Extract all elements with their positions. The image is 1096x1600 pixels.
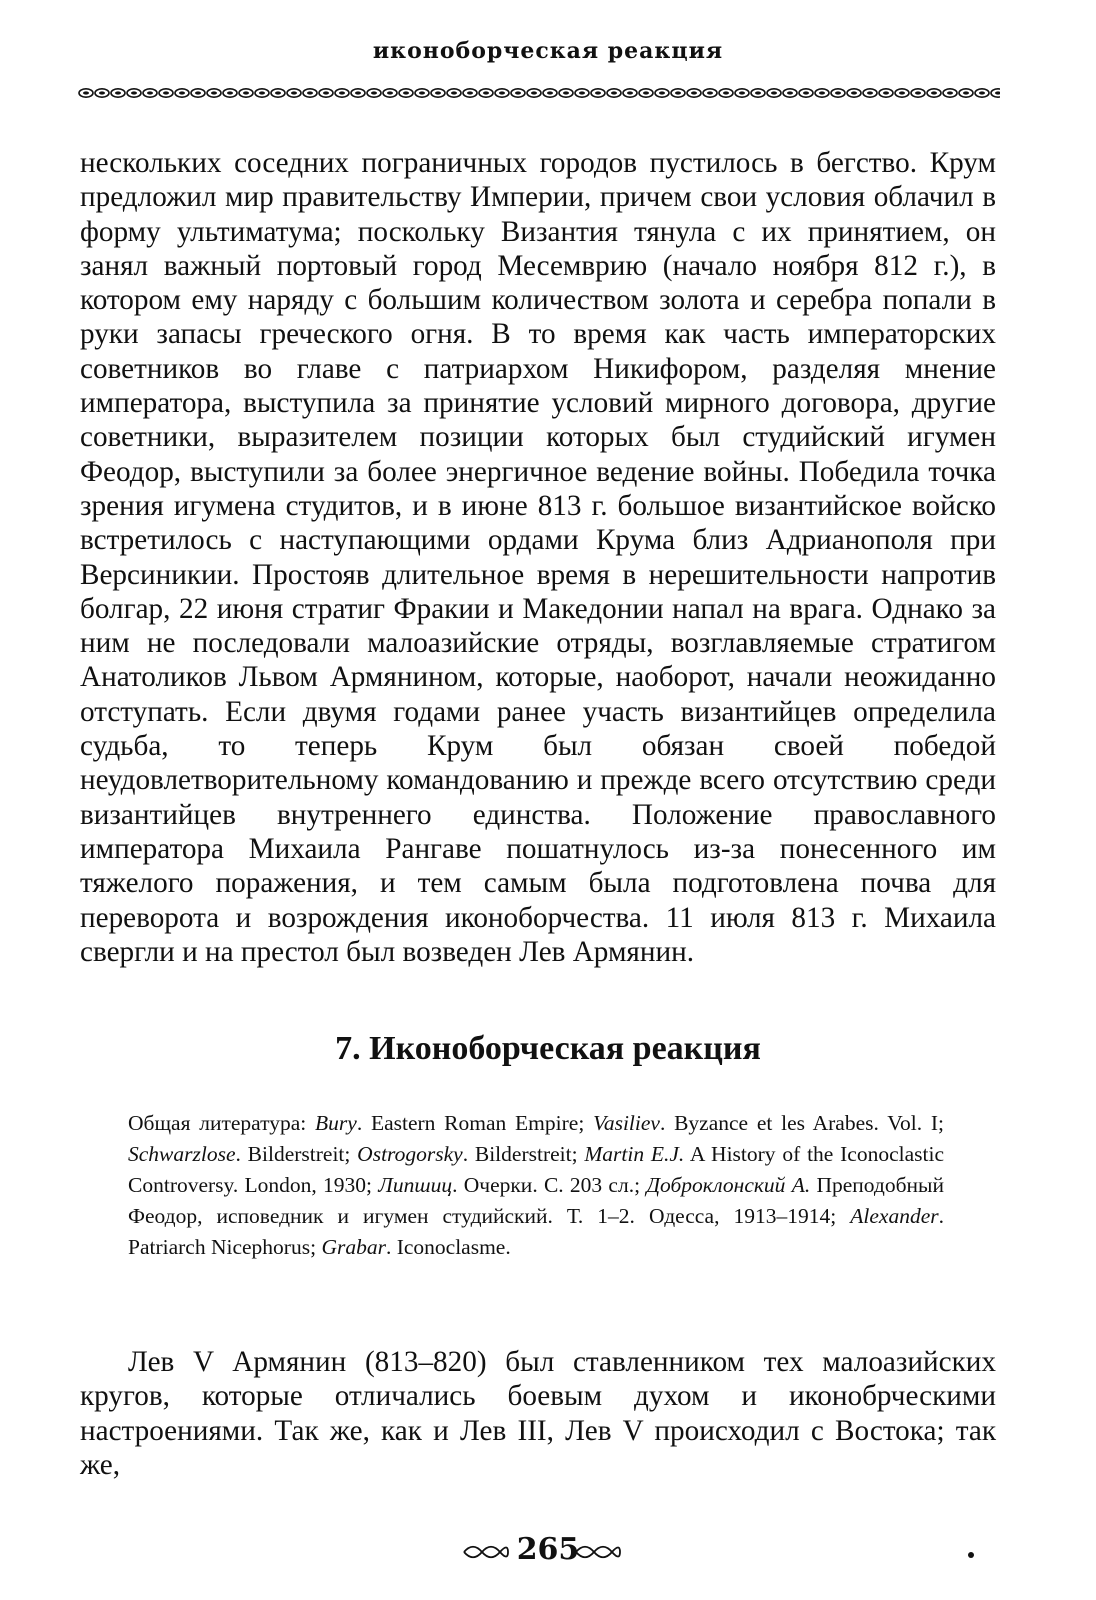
lit-entry: . Byzance et les Arabes. Vol. I; bbox=[659, 1111, 944, 1135]
page-footer bbox=[0, 1530, 1096, 1580]
lit-entry: A History of the Iconoclastic Controversy. London, 1930; bbox=[128, 1142, 944, 1197]
body-text bbox=[80, 146, 996, 969]
lit-author: Bury bbox=[315, 1111, 357, 1135]
braid-ornament-icon bbox=[574, 1544, 622, 1560]
body-paragraph: нескольких соседних пограничных городов пустилось в бегство. Крум предложил мир правительству Империи, причем свои условия облачил в форму ультиматума; поскольку Византия тянула с их принятием, он занял важный портовый город Месемврию (начало ноября 812 г.), в котором ему наряду с большим количеством золота и серебра попали в руки запасы греческого огня. В то время как часть императорских советников во главе с патриархом Никифором, разделяя мнение императора, выступила за принятие условий мирного договора, другие советники, выразителем позиции которых был студийский игумен Феодор, выступили за более энергичное ведение войны. Победила точка зрения игумена студитов, и в июне 813 г. большое византийское войско встретилось с наступающими ордами Крума близ Адрианополя при Версиникии. Простояв длительное время в нерешительности напротив болгар, 22 июня стратиг Фракии и Македонии напал на врага. Однако за ним не последовали малоазийские отряды, возглавляемые стратигом Анатоликов Львом Армянином, которые, наоборот, начали неожиданно отступать. Если двумя годами ранее участь византийцев определила судьба, то теперь Крум был обязан своей победой неудовлетворительному командованию и прежде всего отсутствию среди византийцев внутреннего единства. Положение православного императора Михаила Рангаве пошатнулось из-за понесенного им тяжелого поражения, и тем самым была подготовлена почва для переворота и возрождения иконоборчества. 11 июля 813 г. Михаила свергли и на престол был возведен Лев Армянин. bbox=[80, 147, 996, 968]
literature-intro: Общая литература: bbox=[128, 1111, 316, 1135]
lit-entry: . Patriarch Nicephorus; bbox=[128, 1204, 944, 1259]
dot-mark bbox=[968, 1552, 974, 1558]
lit-author: Alexander bbox=[850, 1204, 939, 1228]
continuation-paragraph: Лев V Армянин (813–820) был ставленником тех малоазийских кругов, которые отличались боевым духом и иконобрческими настроениями. Так же, как и Лев III, Лев V происходил с Востока; так же, bbox=[80, 1346, 996, 1481]
lit-author: Доброклонский А. bbox=[646, 1173, 811, 1197]
lit-entry: Преподобный Феодор, исповедник и игумен студийский. Т. 1–2. Одесса, 1913–1914; bbox=[128, 1173, 945, 1228]
lit-author: Ostrogorsky bbox=[357, 1142, 463, 1166]
lit-author: Martin E.J. bbox=[584, 1142, 685, 1166]
lit-entry: . Очерки. С. 203 сл.; bbox=[452, 1173, 647, 1197]
literature-note bbox=[128, 1108, 944, 1263]
page-number: 265 bbox=[516, 1532, 580, 1567]
lit-entry: . Eastern Roman Empire; bbox=[356, 1111, 594, 1135]
lit-entry: . Bilderstreit; bbox=[235, 1142, 358, 1166]
running-head: иконоборческая реакция bbox=[372, 38, 724, 64]
lit-entry: . Bilderstreit; bbox=[462, 1142, 585, 1166]
lit-author: Липшиц bbox=[378, 1173, 453, 1197]
lit-entry: . Iconoclasme. bbox=[385, 1235, 511, 1259]
section-heading: 7. Иконоборческая реакция bbox=[335, 1030, 761, 1067]
braided-ornament-band bbox=[78, 86, 1000, 100]
lit-author: Schwarzlose bbox=[128, 1142, 236, 1166]
lit-author: Grabar bbox=[321, 1235, 386, 1259]
lit-author: Vasiliev bbox=[593, 1111, 660, 1135]
